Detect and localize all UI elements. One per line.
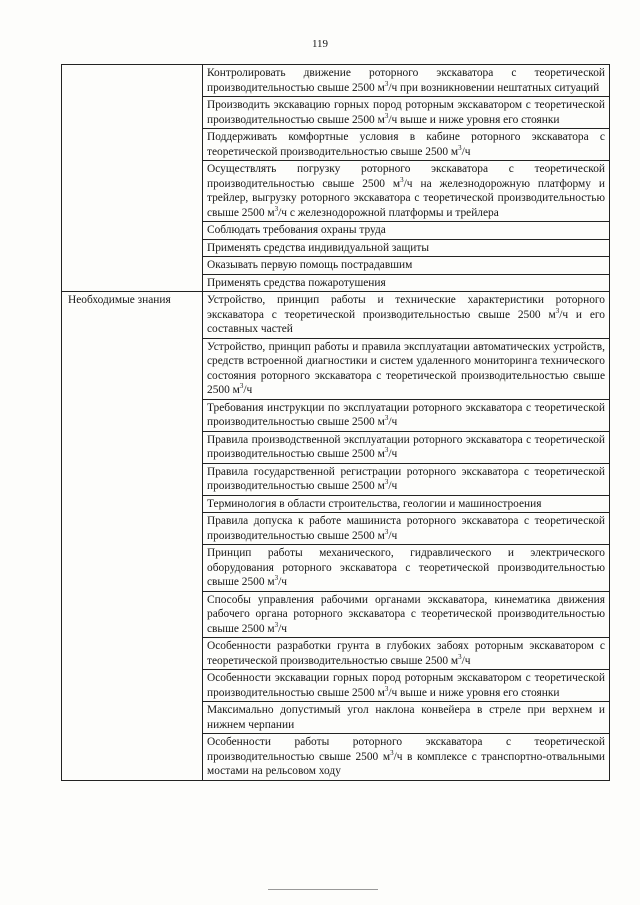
table-body xyxy=(62,65,610,781)
requirement-text: Принцип работы механического, гидравлического и электрического оборудования роторного экскаватора с теоретической производительностью свыше 2500 $м^3/ч$ xyxy=(203,545,610,592)
competency-table xyxy=(61,64,610,781)
table-row xyxy=(62,292,610,339)
requirement-text: Максимально допустимый угол наклона конвейера в стреле при верхнем и нижнем черпании xyxy=(203,702,610,734)
section-label xyxy=(62,65,203,292)
requirement-text: Применять средства пожаротушения xyxy=(203,274,610,292)
requirement-text: Поддерживать комфортные условия в кабине роторного экскаватора с теоретической производительностью свыше 2500 $м^3/ч$ xyxy=(203,129,610,161)
table-row xyxy=(62,65,610,97)
requirement-text: Правила государственной регистрации роторного экскаватора с теоретической производительностью свыше 2500 $м^3/ч$ xyxy=(203,463,610,495)
requirement-text: Терминология в области строительства, геологии и машиностроения xyxy=(203,495,610,513)
requirement-text: Особенности работы роторного экскаватора с теоретической производительностью свыше 2500 $м^3/ч$ в комплексе с транспортно-отвальными мостами на рельсовом ходу xyxy=(203,734,610,781)
requirement-text: Правила производственной эксплуатации роторного экскаватора с теоретической производительностью свыше 2500 $м^3/ч$ xyxy=(203,431,610,463)
requirement-text: Осуществлять погрузку роторного экскаватора с теоретической производительностью свыше 2500 $м^3/ч$ на железнодорожную платформу и трейлер, выгрузку роторного экскаватора с теоретической производительностью свыше 2500 $м^3/ч$ с железнодорожной платформы и трейлера xyxy=(203,161,610,222)
requirement-text: Правила допуска к работе машиниста роторного экскаватора с теоретической производительностью свыше 2500 $м^3/ч$ xyxy=(203,513,610,545)
requirement-text: Способы управления рабочими органами экскаватора, кинематика движения рабочего органа роторного экскаватора с теоретической производительностью свыше 2500 $м^3/ч$ xyxy=(203,591,610,638)
requirement-text: Особенности экскавации горных пород роторным экскаватором с теоретической производительностью свыше 2500 $м^3/ч$ выше и ниже уровня его стоянки xyxy=(203,670,610,702)
requirement-text: Особенности разработки грунта в глубоких забоях роторным экскаватором с теоретической производительностью свыше 2500 $м^3/ч$ xyxy=(203,638,610,670)
requirement-text: Соблюдать требования охраны труда xyxy=(203,222,610,240)
requirement-text: Контролировать движение роторного экскаватора с теоретической производительностью свыше 2500 $м^3/ч$ при возникновении нештатных ситуаций xyxy=(203,65,610,97)
requirement-text: Оказывать первую помощь пострадавшим xyxy=(203,257,610,275)
requirement-text: Устройство, принцип работы и технические характеристики роторного экскаватора с теоретической производительностью свыше 2500 $м^3/ч$ и его составных частей xyxy=(203,292,610,339)
requirement-text: Устройство, принцип работы и правила эксплуатации автоматических устройств, средств встроенной диагностики и систем удаленного мониторинга технического состояния роторного экскаватора с теоретической производительностью свыше 2500 $м^3/ч$ xyxy=(203,338,610,399)
requirement-text: Требования инструкции по эксплуатации роторного экскаватора с теоретической производительностью свыше 2500 $м^3/ч$ xyxy=(203,399,610,431)
requirement-text: Производить экскавацию горных пород роторным экскаватором с теоретической производительностью свыше 2500 $м^3/ч$ выше и ниже уровня его стоянки xyxy=(203,97,610,129)
section-label: Необходимые знания xyxy=(62,292,203,781)
requirement-text: Применять средства индивидуальной защиты xyxy=(203,239,610,257)
page-number: 119 xyxy=(311,38,329,50)
bottom-rule xyxy=(268,889,378,890)
